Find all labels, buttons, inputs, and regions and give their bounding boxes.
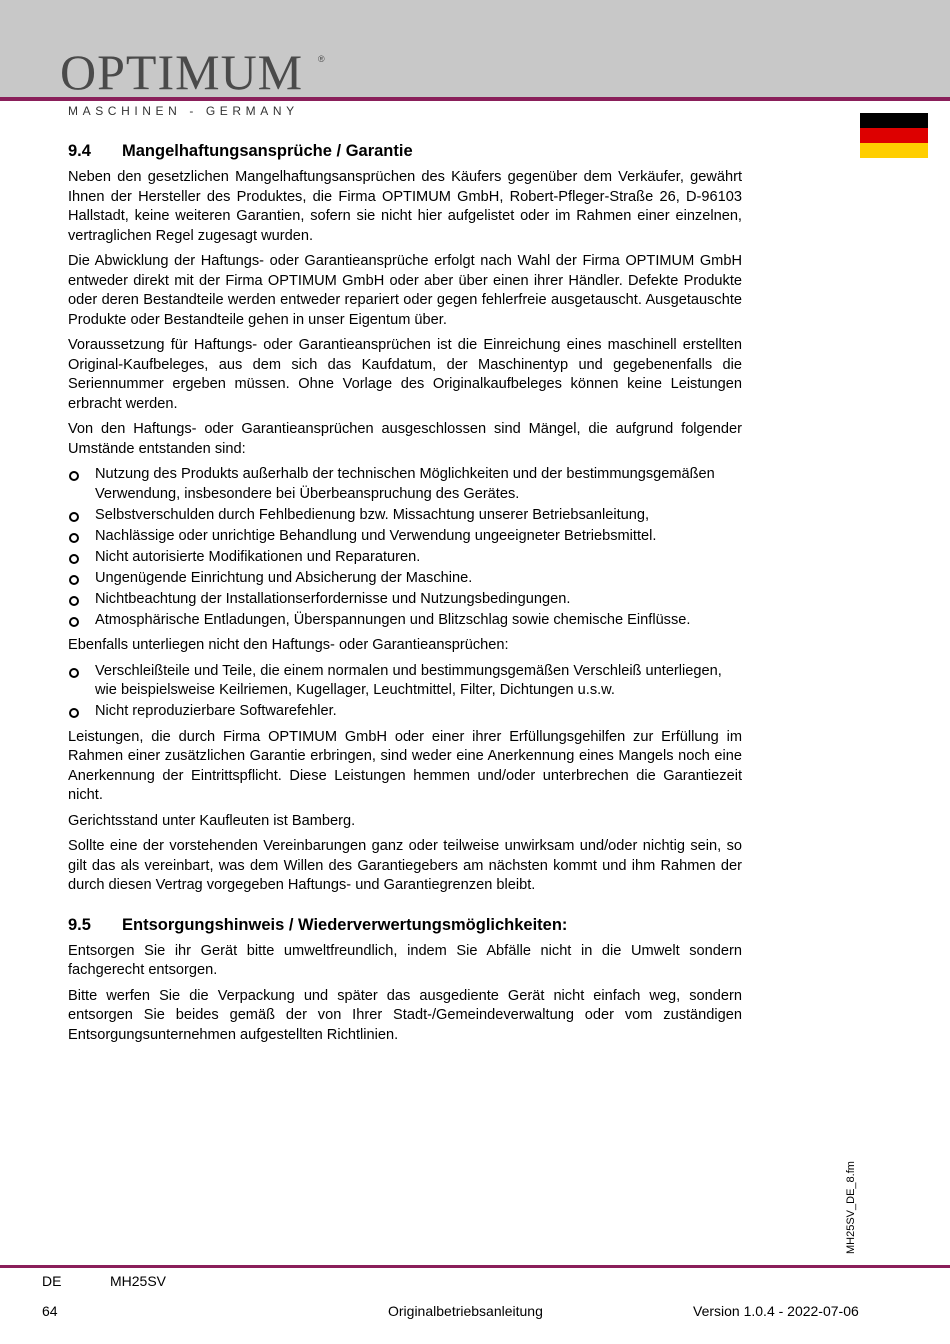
footer-rule (0, 1265, 950, 1268)
registered-mark: ® (318, 54, 325, 64)
paragraph: Die Abwicklung der Haftungs- oder Garantieansprüche erfolgt nach Wahl der Firma OPTIMUM GmbH entweder direkt mit der Firma OPTIMUM GmbH oder aber über einen ihrer Händler. Defekte Produkte oder deren Bestandteile werden entweder repariert oder gegen fehlerfreie ausgetauscht. Ausgetauschte Produkte oder Bestandteile gehen in unser Eigentum über. (68, 253, 742, 328)
section-9-5 (68, 914, 742, 1046)
page-number: 64 (42, 1303, 58, 1319)
list-item: Nutzung des Produkts außerhalb der technischen Möglichkeiten und der bestimmungsgemäßen Verwendung, insbesondere bei Überbeanspruchung des Gerätes. (68, 465, 742, 504)
bullet-icon (69, 668, 79, 678)
exclusion-list (68, 465, 742, 630)
paragraph: Leistungen, die durch Firma OPTIMUM GmbH oder einer ihrer Erfüllungsgehilfen zur Erfüllung im Rahmen einer zusätzlichen Garantie erbringen, sind weder eine Anerkennung eines Mangels noch eine Anerkennung der Eintrittspflicht. Diese Leistungen hemmen und/oder unterbrechen die Garantiezeit nicht. (68, 728, 742, 803)
file-code: MH25SV_DE_8.fm (845, 1161, 857, 1254)
list-item: Nachlässige oder unrichtige Behandlung und Verwendung ungeeigneter Betriebsmittel. (68, 527, 742, 547)
footer-model: MH25SV (110, 1273, 167, 1289)
bullet-icon (69, 533, 79, 543)
section-title: Mangelhaftungsansprüche / Garantie (122, 142, 413, 160)
bullet-icon (69, 617, 79, 627)
section-title: Entsorgungshinweis / Wiederverwertungsmöglichkeiten: (122, 915, 568, 934)
list-item: Atmosphärische Entladungen, Überspannungen und Blitzschlag sowie chemische Einflüsse. (68, 611, 742, 631)
section-number: 9.5 (68, 915, 91, 934)
bullet-icon (69, 596, 79, 606)
list-item: Verschleißteile und Teile, die einem normalen und bestimmungsgemäßen Verschleiß unterliegen, wie beispielsweise Keilriemen, Kugellager, Leuchtmittel, Filter, Dichtungen u.s.w. (68, 662, 742, 701)
footer-language: DE (42, 1273, 62, 1289)
paragraph: Gerichtsstand unter Kaufleuten ist Bamberg. (68, 812, 356, 829)
flag-stripe-red (860, 128, 928, 143)
footer-doc-type: Originalbetriebsanleitung (388, 1303, 543, 1319)
paragraph: Von den Haftungs- oder Garantieansprüchen ausgeschlossen sind Mängel, die aufgrund folgender Umstände entstanden sind: (68, 421, 742, 457)
paragraph: Sollte eine der vorstehenden Vereinbarungen ganz oder teilweise unwirksam und/oder nichtig sein, so gilt das als vereinbart, was dem Willen des Garantiegebers am nächsten kommt und ihm Rahmen der durch diesen Vertrag vorgegeben Haftungs- und Garantiegrenzen bleibt. (68, 838, 742, 893)
paragraph: Voraussetzung für Haftungs- oder Garantieansprüchen ist die Einreichung eines maschinell erstellten Original-Kaufbeleges, aus dem sich das Kaufdatum, der Maschinentyp und gegebenenfalls die Seriennummer ergeben müssen. Ohne Vorlage des Originalkaufbeleges können keine Leistungen erbracht werden. (68, 337, 742, 412)
bullet-icon (69, 708, 79, 718)
list-item: Selbstverschulden durch Fehlbedienung bzw. Missachtung unserer Betriebsanleitung, (68, 506, 742, 526)
paragraph: Entsorgen Sie ihr Gerät bitte umweltfreundlich, indem Sie Abfälle nicht in die Umwelt sondern fachgerecht entsorgen. (68, 942, 742, 978)
paragraph: Ebenfalls unterliegen nicht den Haftungs- oder Garantieansprüchen: (68, 637, 509, 653)
section-heading-9-5 (68, 914, 742, 936)
list-item: Ungenügende Einrichtung und Absicherung der Maschine. (68, 569, 742, 589)
list-item: Nicht reproduzierbare Softwarefehler. (68, 702, 742, 722)
flag-stripe-gold (860, 143, 928, 158)
logo-subtitle: MASCHINEN - GERMANY (68, 104, 299, 118)
bullet-icon (69, 471, 79, 481)
optimum-logo: OPTIMUM (60, 44, 304, 100)
paragraph: Neben den gesetzlichen Mangelhaftungsansprüchen des Käufers gegenüber dem Verkäufer, gewährt Ihnen der Hersteller des Produktes, die Firma OPTIMUM GmbH, Robert-Pfleger-Straße 26, D-96103 Hallstadt, keine weiteren Garantien, sofern sie nicht hier aufgelistet oder im Rahmen einer einzelnen, vertraglichen Regel zugesagt wurden. (68, 169, 742, 244)
footer-version: Version 1.0.4 - 2022-07-06 (693, 1303, 859, 1319)
list-item: Nicht autorisierte Modifikationen und Reparaturen. (68, 548, 742, 568)
bullet-icon (69, 575, 79, 585)
list-item: Nichtbeachtung der Installationserfordernisse und Nutzungsbedingungen. (68, 590, 742, 610)
german-flag-icon (860, 113, 928, 158)
wear-parts-list (68, 662, 742, 722)
bullet-icon (69, 512, 79, 522)
section-heading-9-4 (68, 140, 742, 162)
flag-stripe-black (860, 113, 928, 128)
main-content (68, 140, 742, 1051)
section-number: 9.4 (68, 142, 91, 160)
paragraph: Bitte werfen Sie die Verpackung und später das ausgediente Gerät nicht einfach weg, sondern entsorgen Sie beides gemäß der von Ihrer Stadt-/Gemeindeverwaltung oder vom zuständigen Entsorgungsunternehmen aufgestellten Richtlinien. (68, 987, 742, 1043)
bullet-icon (69, 554, 79, 564)
